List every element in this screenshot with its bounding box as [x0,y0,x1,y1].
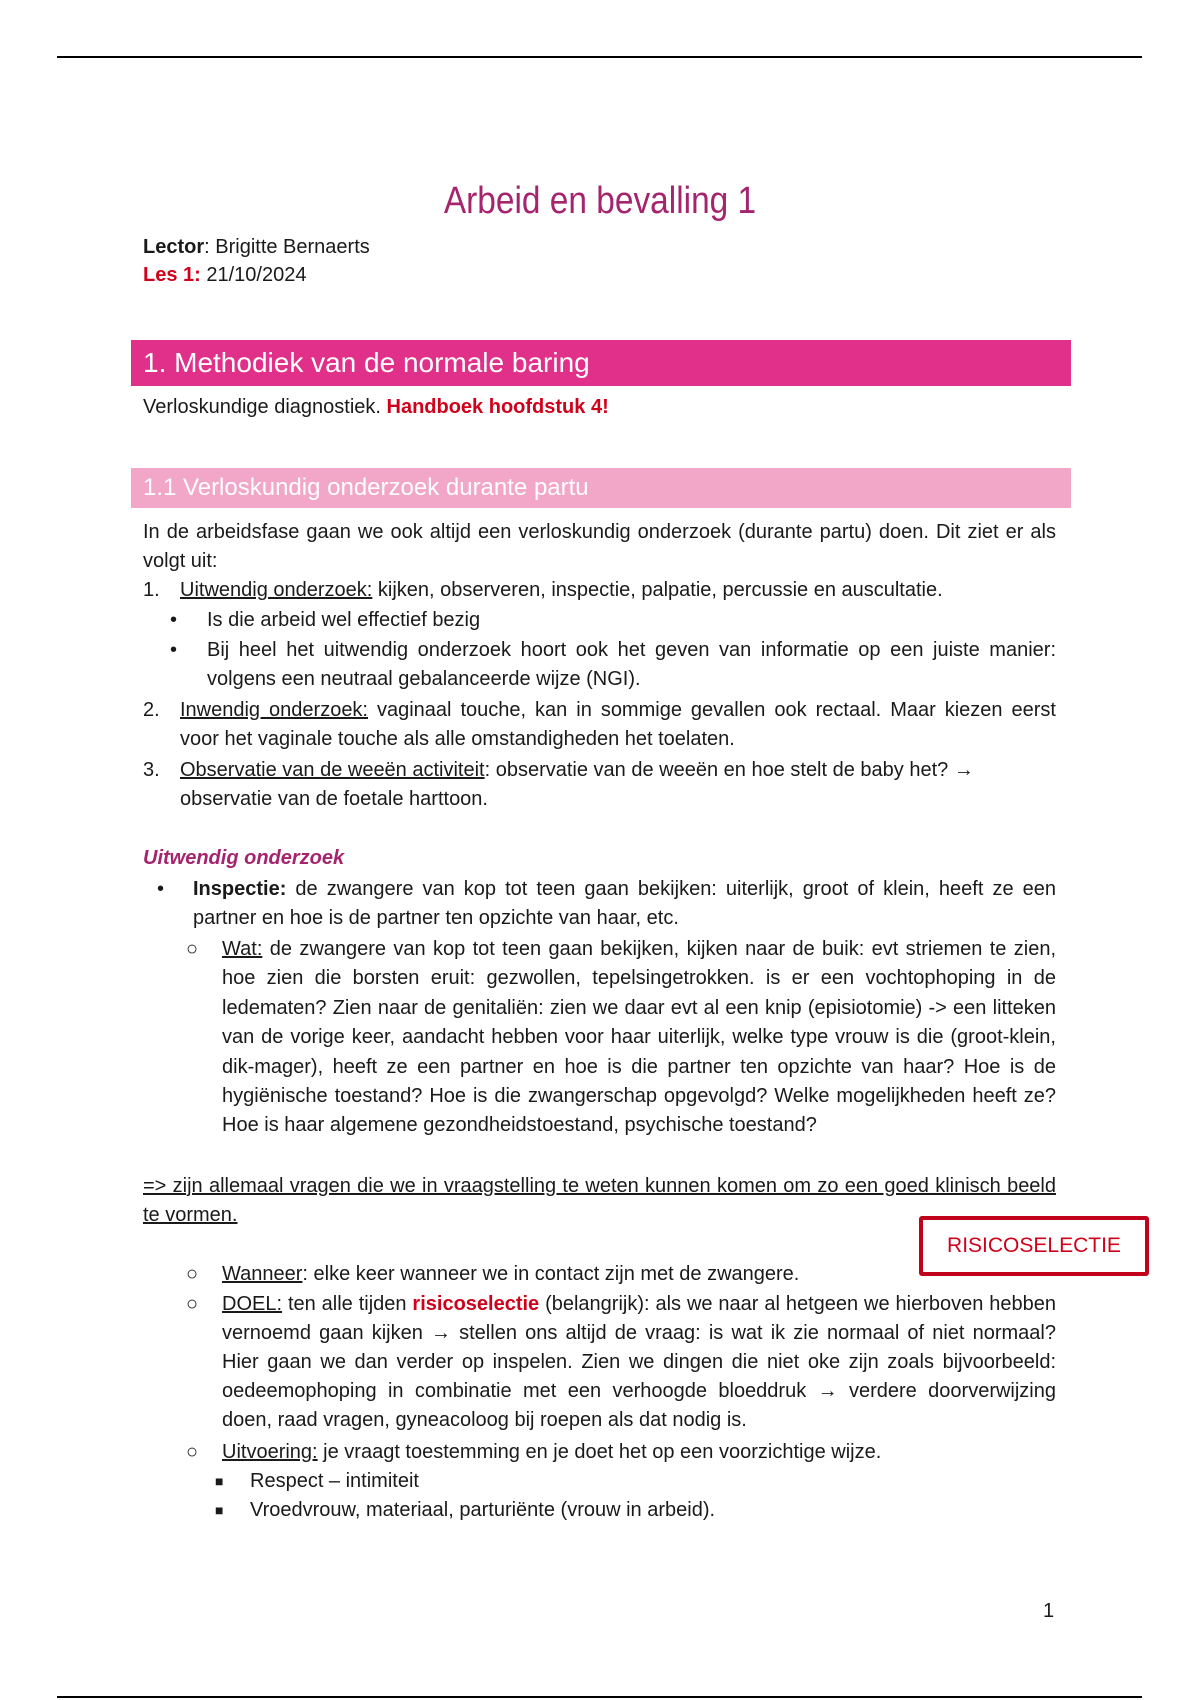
lector-separator: : [204,236,216,258]
square-bullet: ■ [215,1473,224,1489]
wanneer-paragraph [222,1260,922,1289]
list-item-1 [180,576,1056,605]
doel-label: DOEL: [222,1293,283,1315]
bullet-dot: • [170,609,178,631]
intro-text: Verloskundige diagnostiek. [143,396,387,418]
wat-paragraph [222,935,1056,1141]
section-1-1-intro: In de arbeidsfase gaan we ook altijd een verloskundig onderzoek (durante partu) doen. Dit ziet er als volgt uit: [143,521,1056,572]
footer-rule [57,1696,1142,1698]
uitvoering-item-1: Respect – intimiteit [250,1470,419,1492]
list-number-2: 2. [143,699,160,721]
wanneer-text: : elke keer wanneer we in contact zijn met de zwangere. [302,1263,800,1285]
circle-bullet: ○ [186,1293,199,1315]
header-rule [57,56,1142,58]
risicoselectie-callout: RISICOSELECTIE [919,1216,1149,1276]
list-item-2 [180,696,1056,754]
lector-line [143,236,370,259]
document-title: Arbeid en bevalling 1 [443,180,757,222]
circle-bullet: ○ [186,938,199,960]
lector-name: Brigitte Bernaerts [215,236,370,258]
doel-text-2: (belangrijk): als we naar al hetgeen we hierboven hebben vernoemd gaan kijken → stellen ons altijd de vraag: is wat ik zie normaal of niet normaal? Hier gaan we dan verder op inspelen. Zien we dingen die niet oke zijn zoals bijvoorbeeld: oedeemophoping in combinatie met een verhoogde bloeddruk → verdere doorverwijzing doen, raad vragen, gyneacoloog bij roepen als dat nodig is. [222,1293,1056,1431]
lesson-date: 21/10/2024 [200,264,307,286]
square-bullet: ■ [215,1502,224,1518]
list-item-2-text: vaginaal touche, kan in sommige gevallen ook rectaal. Maar kiezen eerst voor het vaginale touche als alle omstandigheden het toelaten. [180,699,1056,750]
section-1-1-heading: 1.1 Verloskundig onderzoek durante partu [131,468,1071,508]
wat-label: Wat: [222,938,263,960]
doel-paragraph [222,1290,1056,1435]
list-item-1-text: kijken, observeren, inspectie, palpatie, percussie en auscultatie. [372,579,943,601]
uitvoering-label: Uitvoering: [222,1441,318,1463]
doel-text-1: ten alle tijden [282,1293,413,1315]
doel-highlight: risicoselectie [412,1293,540,1315]
handbook-reference: Handboek hoofdstuk 4! [386,396,609,418]
inspectie-text: de zwangere van kop tot teen gaan bekijken: uiterlijk, groot of klein, heeft ze een partner en hoe is de partner ten opzichte van haar, etc. [193,878,1056,929]
lesson-line [143,264,306,287]
list-item-3-label: Observatie van de weeën activiteit [180,759,485,781]
inspectie-label: Inspectie: [193,878,287,900]
list-number-1: 1. [143,579,160,601]
list-item-3 [180,756,1056,814]
list-item-1-label: Uitwendig onderzoek: [180,579,373,601]
inspectie-paragraph [193,875,1056,933]
conclusion-text: => zijn allemaal vragen die we in vraagstelling te weten kunnen komen om zo een goed klinisch beeld te vormen. [143,1175,1056,1226]
list-item-3-text: : observatie van de weeën en hoe stelt de baby het? → observatie van de foetale harttoon. [180,759,974,810]
circle-bullet: ○ [186,1263,199,1285]
bullet-dot: • [157,878,165,900]
lesson-label: Les 1: [143,264,201,286]
lector-label: Lector [143,236,205,258]
list-item-1-bullet-1: Is die arbeid wel effectief bezig [207,609,481,631]
uitvoering-text: je vraagt toestemming en je doet het op een voorzichtige wijze. [317,1441,882,1463]
section-1-intro [143,393,609,422]
list-number-3: 3. [143,759,160,781]
list-item-2-label: Inwendig onderzoek: [180,699,368,721]
uitwendig-heading: Uitwendig onderzoek [143,847,345,869]
bullet-dot: • [170,639,178,661]
wanneer-label: Wanneer [222,1263,303,1285]
uitvoering-paragraph [222,1438,1056,1467]
section-1-heading: 1. Methodiek van de normale baring [131,340,1071,386]
circle-bullet: ○ [186,1441,199,1463]
uitvoering-item-2: Vroedvrouw, materiaal, parturiënte (vrouw in arbeid). [250,1499,716,1521]
list-item-1-bullet-2: Bij heel het uitwendig onderzoek hoort ook het geven van informatie op een juiste manier: volgens een neutraal gebalanceerde wijze (NGI). [207,639,1056,690]
page-number: 1 [1043,1600,1055,1622]
wat-text: de zwangere van kop tot teen gaan bekijken, kijken naar de buik: evt striemen te zien, hoe zien die borsten eruit: gezwollen, tepelsingetrokken. is er een vochtophoping in de ledematen? Zien naar de genitaliën: zien we daar evt al een knip (episiotomie) -> een litteken van de vorige keer, aandacht hebben voor haar uiterlijk, welke type vrouw is die (groot-klein, dik-mager), heeft ze een partner en hoe is die partner ten opzichte van haar? Hoe is de hygiënische toestand? Hoe is die zwangerschap opgevolgd? Welke mogelijkheden heeft ze? Hoe is haar algemene gezondheidstoestand, psychische toestand? [222,938,1056,1137]
